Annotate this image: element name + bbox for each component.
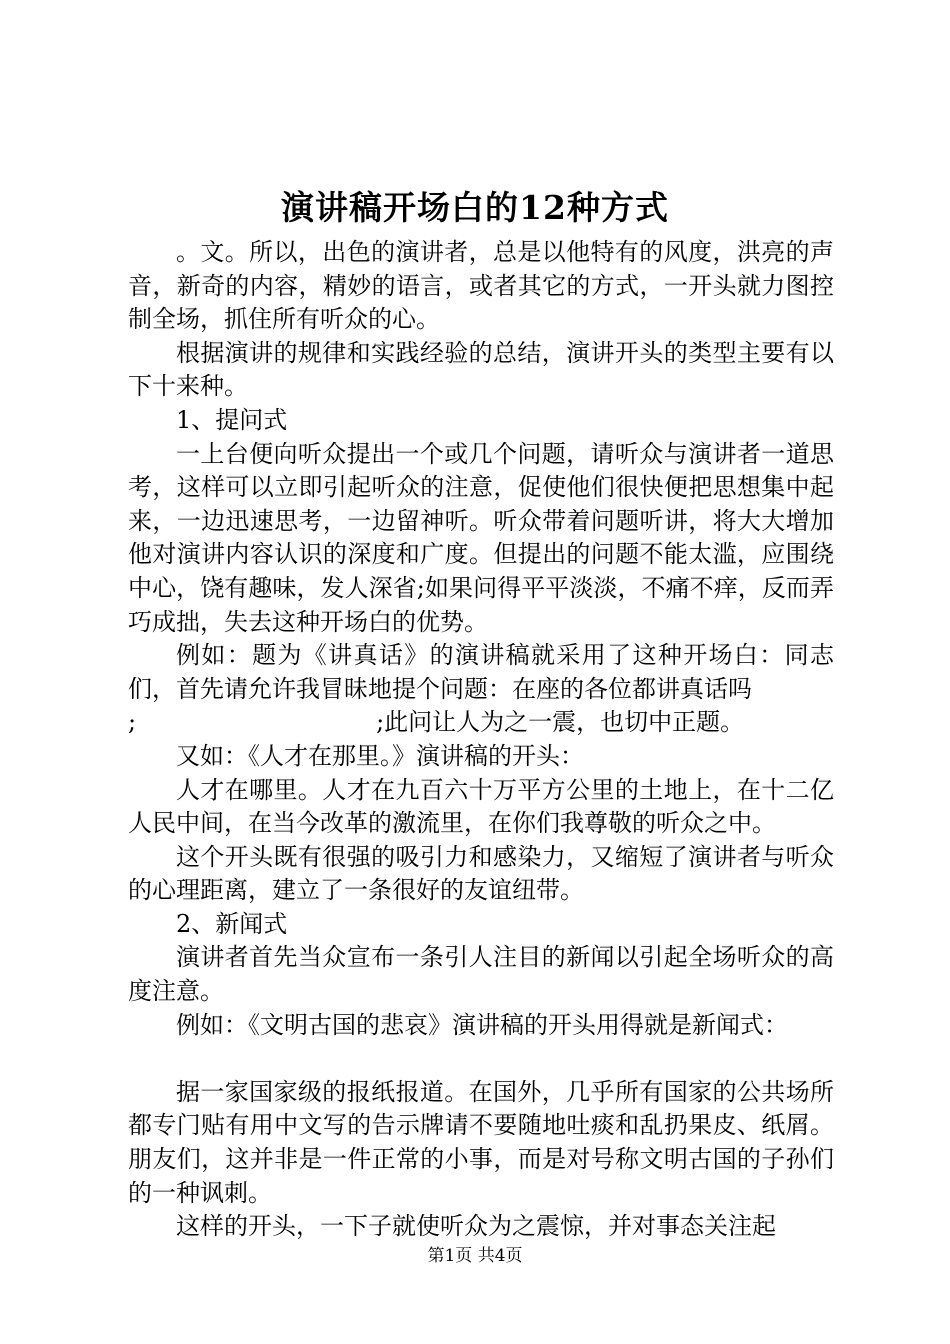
paragraph: 又如：《人才在那里。》演讲稿的开头：: [176, 741, 584, 770]
section-heading: 2、新闻式: [176, 909, 288, 938]
paragraph: 。文。所以，出色的演讲者，总是以他特有的风度，洪亮的声音，新奇的内容，精妙的语言，或者其它的方式，一开头就力图控制全场，抓住所有听众的心。: [128, 238, 834, 334]
paragraph: 例如：题为《讲真话》的演讲稿就采用了这种开场白：同志们，首先请允许我冒昧地提个问题：在座的各位都讲真话吗: [128, 641, 834, 703]
blank-line: [128, 1042, 834, 1076]
paragraph: 例如：《文明古国的悲哀》演讲稿的开头用得就是新闻式：: [176, 1010, 788, 1039]
page-footer: 第1页 共4页: [427, 1246, 523, 1266]
paragraph: 这样的开头，一下子就使听众为之震惊，并对事态关注起: [176, 1212, 776, 1241]
paragraph: ; ;此问让人为之一震，也切中正题。: [128, 708, 745, 737]
section-heading: 1、提问式: [176, 405, 288, 434]
paragraph: 根据演讲的规律和实践经验的总结，演讲开头的类型主要有以下十来种。: [128, 338, 834, 401]
paragraph: 据一家国家级的报纸报道。在国外，几乎所有国家的公共场所都专门贴有用中文写的告示牌请不要随地吐痰和乱扔果皮、纸屑。朋友们，这并非是一件正常的小事，而是对号称文明古国的子孙们的一种讽刺。: [128, 1077, 834, 1207]
paragraph: 一上台便向听众提出一个或几个问题，请听众与演讲者一道思考，这样可以立即引起听众的注意，促使他们很快便把思想集中起来，一边迅速思考，一边留神听。听众带着问题听讲，将大大增加他对演讲内容认识的深度和广度。但提出的问题不能太滥，应围绕中心，饶有趣味，发人深省;如果问得平平淡淡，不痛不痒，反而弄巧成拙，失去这种开场白的优势。: [128, 439, 834, 636]
document-body: [128, 236, 834, 1244]
document-title: 演讲稿开场白的12种方式: [281, 188, 669, 227]
paragraph: 这个开头既有很强的吸引力和感染力，又缩短了演讲者与听众的心理距离，建立了一条很好的友谊纽带。: [128, 842, 834, 905]
paragraph: 人才在哪里。人才在九百六十万平方公里的土地上，在十二亿人民中间，在当今改革的激流里，在你们我尊敬的听众之中。: [128, 775, 834, 838]
paragraph: 演讲者首先当众宣布一条引人注目的新闻以引起全场听众的高度注意。: [128, 943, 834, 1006]
